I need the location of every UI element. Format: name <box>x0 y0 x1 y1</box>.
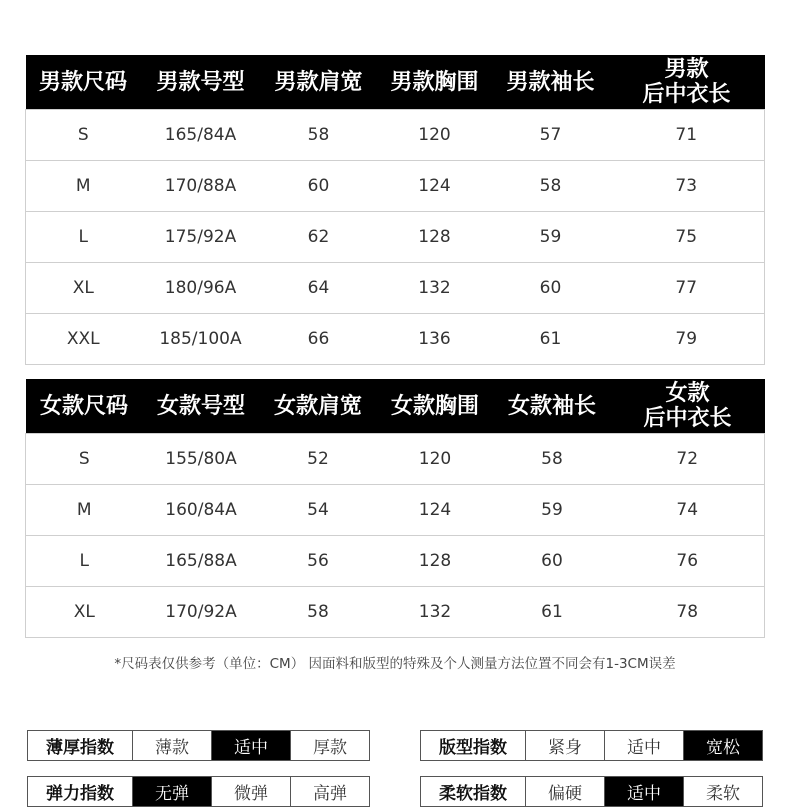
cell-chest: 136 <box>377 314 493 365</box>
cell-shoulder: 58 <box>260 587 377 638</box>
cell-shoulder: 58 <box>261 110 377 161</box>
cell-size: S <box>26 110 141 161</box>
fit-option-loose: 宽松 <box>683 731 762 760</box>
softness-index <box>420 776 763 807</box>
cell-sleeve: 59 <box>494 485 611 536</box>
women-header-chest: 女款胸围 <box>377 379 494 434</box>
cell-sleeve: 61 <box>493 314 609 365</box>
thickness-index-label: 薄厚指数 <box>46 738 114 758</box>
cell-size: M <box>26 485 143 536</box>
cell-length: 79 <box>609 314 765 365</box>
cell-length: 75 <box>609 212 765 263</box>
cell-model: 180/96A <box>141 263 261 314</box>
table-row <box>26 212 765 263</box>
women-header-model: 女款号型 <box>143 379 260 434</box>
cell-sleeve: 58 <box>493 161 609 212</box>
table-row <box>26 434 765 485</box>
fit-option-slim: 紧身 <box>525 731 604 760</box>
cell-model: 170/92A <box>143 587 260 638</box>
elasticity-index <box>27 776 370 807</box>
women-header-shoulder: 女款肩宽 <box>260 379 377 434</box>
cell-shoulder: 52 <box>260 434 377 485</box>
cell-size: XXL <box>26 314 141 365</box>
cell-length: 74 <box>611 485 765 536</box>
cell-length: 78 <box>611 587 765 638</box>
women-header-row <box>26 379 765 434</box>
cell-model: 175/92A <box>141 212 261 263</box>
thickness-index <box>27 730 370 761</box>
cell-length: 73 <box>609 161 765 212</box>
thickness-option-thick: 厚款 <box>290 731 369 760</box>
men-header-length: 男款 后中衣长 <box>609 55 765 110</box>
elasticity-option-slight: 微弹 <box>211 777 290 806</box>
thickness-option-medium: 适中 <box>211 731 290 760</box>
cell-chest: 124 <box>377 485 494 536</box>
cell-size: L <box>26 536 143 587</box>
cell-chest: 120 <box>377 434 494 485</box>
cell-sleeve: 58 <box>494 434 611 485</box>
thickness-option-thin: 薄款 <box>132 731 211 760</box>
cell-size: M <box>26 161 141 212</box>
cell-model: 155/80A <box>143 434 260 485</box>
women-size-table <box>25 379 765 638</box>
table-row <box>26 587 765 638</box>
size-note: *尺码表仅供参考（单位：CM） 因面料和版型的特殊及个人测量方法位置不同会有1-3CM误差 <box>114 656 676 672</box>
table-row <box>26 536 765 587</box>
cell-model: 170/88A <box>141 161 261 212</box>
cell-sleeve: 59 <box>493 212 609 263</box>
elasticity-option-none: 无弹 <box>132 777 211 806</box>
table-row <box>26 485 765 536</box>
cell-shoulder: 66 <box>261 314 377 365</box>
cell-shoulder: 64 <box>261 263 377 314</box>
cell-shoulder: 60 <box>261 161 377 212</box>
cell-sleeve: 61 <box>494 587 611 638</box>
cell-model: 160/84A <box>143 485 260 536</box>
cell-model: 165/88A <box>143 536 260 587</box>
elasticity-index-label: 弹力指数 <box>46 784 114 804</box>
women-header-length: 女款 后中衣长 <box>611 379 765 434</box>
softness-option-medium: 适中 <box>604 777 683 806</box>
cell-size: XL <box>26 263 141 314</box>
women-header-size: 女款尺码 <box>26 379 143 434</box>
cell-size: S <box>26 434 143 485</box>
men-header-size: 男款尺码 <box>26 55 141 110</box>
men-size-table <box>25 55 765 365</box>
cell-chest: 124 <box>377 161 493 212</box>
cell-chest: 128 <box>377 536 494 587</box>
cell-chest: 120 <box>377 110 493 161</box>
men-header-shoulder: 男款肩宽 <box>261 55 377 110</box>
cell-shoulder: 54 <box>260 485 377 536</box>
fit-index <box>420 730 763 761</box>
elasticity-option-high: 高弹 <box>290 777 369 806</box>
women-header-sleeve: 女款袖长 <box>494 379 611 434</box>
cell-length: 72 <box>611 434 765 485</box>
cell-sleeve: 57 <box>493 110 609 161</box>
cell-shoulder: 62 <box>261 212 377 263</box>
table-row <box>26 110 765 161</box>
men-header-row <box>26 55 765 110</box>
cell-sleeve: 60 <box>493 263 609 314</box>
cell-chest: 128 <box>377 212 493 263</box>
cell-length: 71 <box>609 110 765 161</box>
table-row <box>26 314 765 365</box>
cell-shoulder: 56 <box>260 536 377 587</box>
cell-size: L <box>26 212 141 263</box>
men-header-chest: 男款胸围 <box>377 55 493 110</box>
table-row <box>26 161 765 212</box>
cell-model: 185/100A <box>141 314 261 365</box>
softness-index-label: 柔软指数 <box>439 784 507 804</box>
cell-length: 77 <box>609 263 765 314</box>
softness-option-soft: 柔软 <box>683 777 762 806</box>
cell-chest: 132 <box>377 263 493 314</box>
men-header-model: 男款号型 <box>141 55 261 110</box>
fit-option-regular: 适中 <box>604 731 683 760</box>
cell-sleeve: 60 <box>494 536 611 587</box>
table-row <box>26 263 765 314</box>
cell-size: XL <box>26 587 143 638</box>
softness-option-firm: 偏硬 <box>525 777 604 806</box>
cell-model: 165/84A <box>141 110 261 161</box>
cell-length: 76 <box>611 536 765 587</box>
fit-index-label: 版型指数 <box>439 738 507 758</box>
men-header-sleeve: 男款袖长 <box>493 55 609 110</box>
cell-chest: 132 <box>377 587 494 638</box>
